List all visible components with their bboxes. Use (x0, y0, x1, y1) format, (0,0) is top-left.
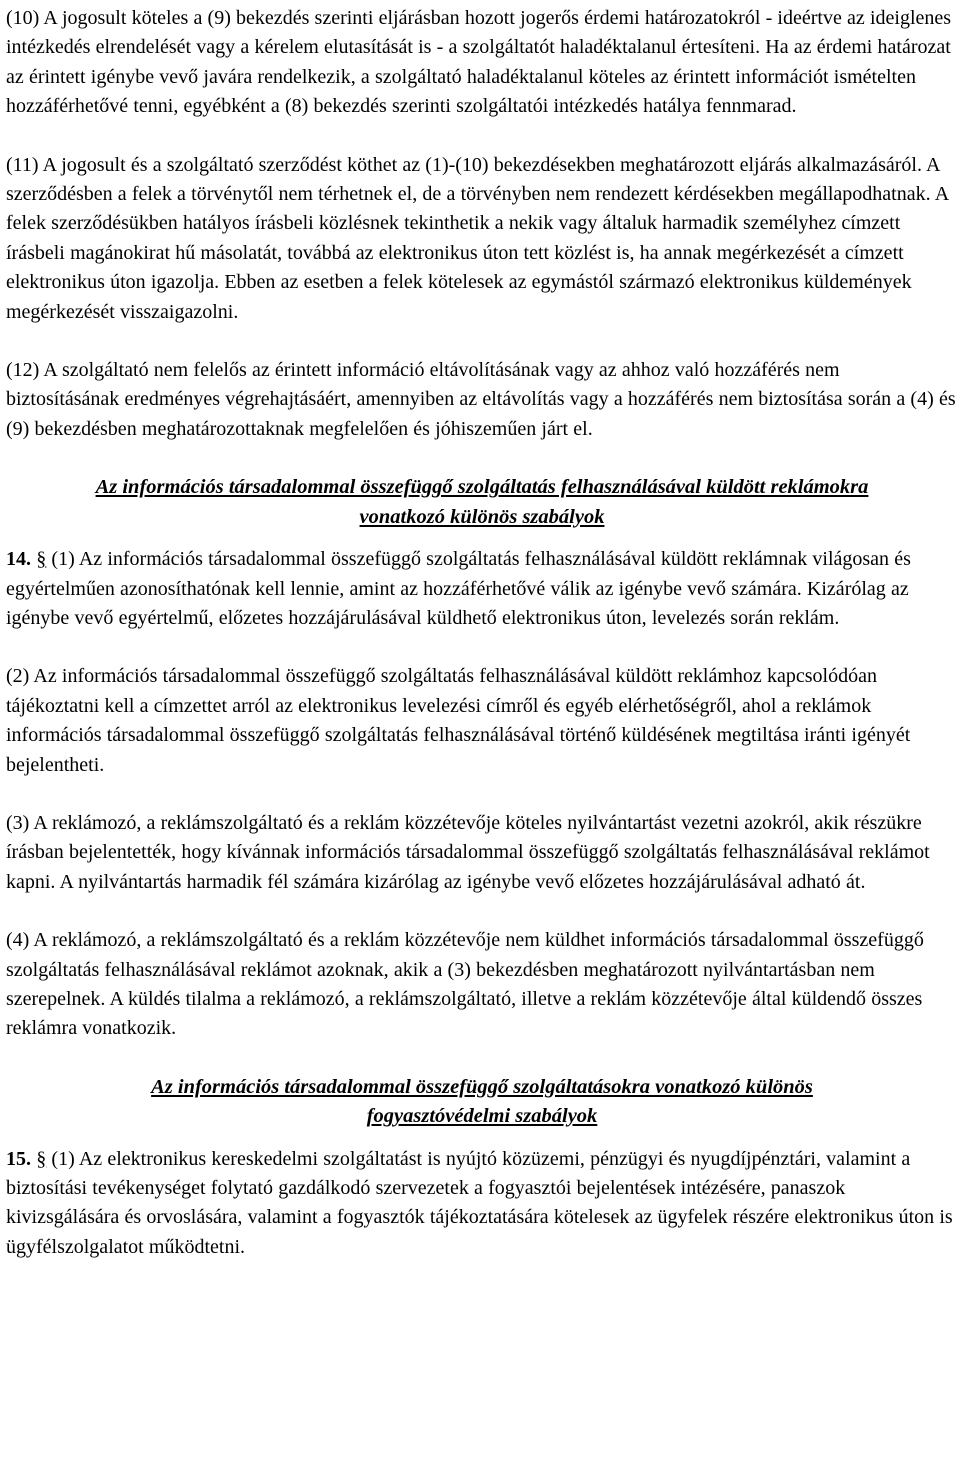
section-14-paragraph-3: (3) A reklámozó, a reklámszolgáltató és a reklám közzétevője köteles nyilvántartást vezetni azokról, akik részükre írásban bejelentették, hogy kívánnak információs társadalommal összefüggő szolgáltatás felhasználásával reklámot kapni. A nyilvántartás harmadik fél számára kizárólag az igénybe vevő előzetes hozzájárulásával adható át. (6, 811, 930, 893)
heading-consumer-line-1: Az információs társadalommal összefüggő szolgáltatásokra vonatkozó különös (151, 1075, 813, 1098)
section-heading-consumer (6, 1073, 958, 1132)
section-14-text-1: (1) Az információs társadalommal összefüggő szolgáltatás felhasználásával küldött reklámnak világosan és egyértelműen azonosíthatónak kell lennie, amint az hozzáférhetővé válik az igénybe vevő számára. Kizárólag az igénybe vevő egyértelmű, előzetes hozzájárulásával küldhető elektronikus úton, levelezés során reklám. (6, 548, 911, 629)
heading-ads-line-1: Az információs társadalommal összefüggő szolgáltatás felhasználásával küldött reklámokra (95, 476, 869, 499)
section-15-paragraph-1 (6, 1145, 958, 1263)
section-14-paragraph-1 (6, 545, 958, 633)
section-15-sign: § (36, 1147, 47, 1170)
section-heading-ads (6, 473, 958, 532)
document-page (6, 4, 958, 1291)
section-14-paragraph-4: (4) A reklámozó, a reklámszolgáltató és a reklám közzétevője nem küldhet információs társadalommal összefüggő szolgáltatás felhasználásával reklámot azoknak, akik a (3) bekezdésben meghatározott nyilvántartásban nem szerepelnek. A küldés tilalma a reklámozó, a reklámszolgáltató, illetve a reklám közzétevője által küldendő összes reklámra vonatkozik. (6, 929, 924, 1040)
section-14-number: 14. (6, 548, 31, 571)
section-15-text-1: (1) Az elektronikus kereskedelmi szolgáltatást is nyújtó közüzemi, pénzügyi és nyugdíjpénztári, valamint a biztosítási tevékenységet folytató gazdálkodó szervezetek a fogyasztói bejelentések intézésére, panaszok kivizsgálására és orvoslására, valamint a fogyasztók tájékoztatására kötelesek az ügyfelek részére elektronikus úton is ügyfélszolgalatot működtetni. (6, 1147, 953, 1258)
section-14-paragraph-2: (2) Az információs társadalommal összefüggő szolgáltatás felhasználásával küldött reklámhoz kapcsolódóan tájékoztatni kell a címzettet arról az elektronikus levelezési címről és egyéb elérhetőségről, ahol a reklámok információs társadalommal összefüggő szolgáltatás felhasználásával történő küldésének megtiltása iránti igényét bejelentheti. (6, 665, 911, 776)
heading-consumer-line-2: fogyasztóvédelmi szabályok (366, 1105, 598, 1128)
heading-ads-line-2: vonatkozó különös szabályok (359, 505, 605, 528)
section-14-sign: § (36, 548, 47, 571)
paragraph-11: (11) A jogosult és a szolgáltató szerződést köthet az (1)-(10) bekezdésekben meghatározott eljárás alkalmazásáról. A szerződésben a felek a törvénytől nem térhetnek el, de a törvényben nem rendezett kérdésekben megállapodhatnak. A felek szerződésükben hatályos írásbeli közlésnek tekinthetik a nekik vagy általuk harmadik személyhez címzett írásbeli magánokirat hű másolatát, továbbá az elektronikus úton tett közlést is, ha annak megérkezését a címzett elektronikus úton igazolja. Ebben az esetben a felek kötelesek az egymástól származó elektronikus küldemények megérkezését visszaigazolni. (6, 153, 949, 323)
paragraph-12: (12) A szolgáltató nem felelős az érintett információ eltávolításának vagy az ahhoz való hozzáférés nem biztosításának eredményes végrehajtásáért, amennyiben az eltávolítás vagy a hozzáférés nem biztosítása során a (4) és (9) bekezdésben meghatározottaknak megfelelően és jóhiszeműen járt el. (6, 359, 956, 440)
paragraph-10: (10) A jogosult köteles a (9) bekezdés szerinti eljárásban hozott jogerős érdemi határozatokról - ideértve az ideiglenes intézkedés elrendelését vagy a kérelem elutasítását is - a szolgáltatót haladéktalanul értesíteni. Ha az érdemi határozat az érintett igénybe vevő javára rendelkezik, a szolgáltató haladéktalanul köteles az érintett információt ismételten hozzáférhetővé tenni, egyébként a (8) bekezdés szerinti szolgáltatói intézkedés hatálya fennmarad. (6, 7, 952, 118)
section-15-number: 15. (6, 1147, 31, 1170)
